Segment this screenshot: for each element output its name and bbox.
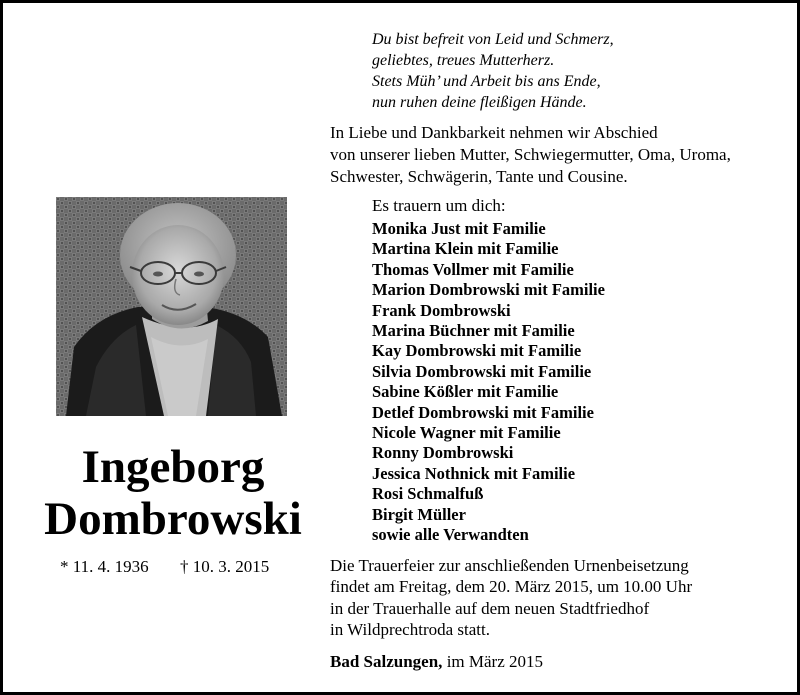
deceased-last-name: Dombrowski — [44, 493, 302, 545]
mourners-list — [372, 219, 772, 546]
mourner-name: Rosi Schmalfuß — [372, 484, 484, 504]
funeral-line: in der Trauerhalle auf dem neuen Stadtfriedhof — [330, 598, 650, 618]
place-date: im März 2015 — [442, 652, 544, 671]
memorial-poem — [372, 29, 782, 113]
deceased-name — [33, 441, 313, 545]
mourner-name: sowie alle Verwandten — [372, 525, 529, 545]
farewell-line: Schwester, Schwägerin, Tante und Cousine. — [330, 167, 628, 186]
mourner-name: Sabine Kößler mit Familie — [372, 382, 559, 402]
mourner-name: Kay Dombrowski mit Familie — [372, 341, 582, 361]
birth-date: * 11. 4. 1936 — [60, 557, 149, 576]
mourner-name: Marion Dombrowski mit Familie — [372, 280, 605, 300]
poem-line: geliebtes, treues Mutterherz. — [372, 52, 555, 69]
mourner-name: Marina Büchner mit Familie — [372, 321, 575, 341]
portrait-photo — [56, 197, 287, 416]
mourner-name: Frank Dombrowski — [372, 300, 511, 320]
mourner-name: Monika Just mit Familie — [372, 219, 546, 238]
deceased-first-name: Ingeborg — [81, 441, 265, 493]
mourner-name: Birgit Müller — [372, 504, 466, 524]
poem-line: nun ruhen deine fleißigen Hände. — [372, 94, 587, 111]
farewell-line: von unserer lieben Mutter, Schwiegermutter, Oma, Uroma, — [330, 145, 731, 164]
farewell-line: In Liebe und Dankbarkeit nehmen wir Abschied — [330, 123, 658, 142]
mourner-name: Martina Klein mit Familie — [372, 239, 559, 259]
funeral-details — [330, 555, 790, 640]
death-date: † 10. 3. 2015 — [180, 557, 270, 576]
funeral-line: findet am Freitag, dem 20. März 2015, um 10.00 Uhr — [330, 577, 693, 597]
mourners-heading: Es trauern um dich: — [372, 196, 506, 215]
farewell-text — [330, 122, 790, 188]
mourner-name: Silvia Dombrowski mit Familie — [372, 361, 592, 381]
mourner-name: Thomas Vollmer mit Familie — [372, 259, 574, 279]
mourner-name: Detlef Dombrowski mit Familie — [372, 402, 594, 422]
mourner-name: Jessica Nothnick mit Familie — [372, 463, 576, 483]
poem-line: Du bist befreit von Leid und Schmerz, — [372, 31, 614, 48]
place-and-date — [330, 651, 543, 673]
mourner-name: Nicole Wagner mit Familie — [372, 423, 561, 443]
place-city: Bad Salzungen, — [330, 652, 443, 671]
funeral-line: in Wildprechtroda statt. — [330, 619, 490, 639]
poem-line: Stets Müh’ und Arbeit bis ans Ende, — [372, 73, 601, 90]
mourner-name: Ronny Dombrowski — [372, 443, 514, 463]
funeral-line: Die Trauerfeier zur anschließenden Urnenbeisetzung — [330, 556, 689, 575]
